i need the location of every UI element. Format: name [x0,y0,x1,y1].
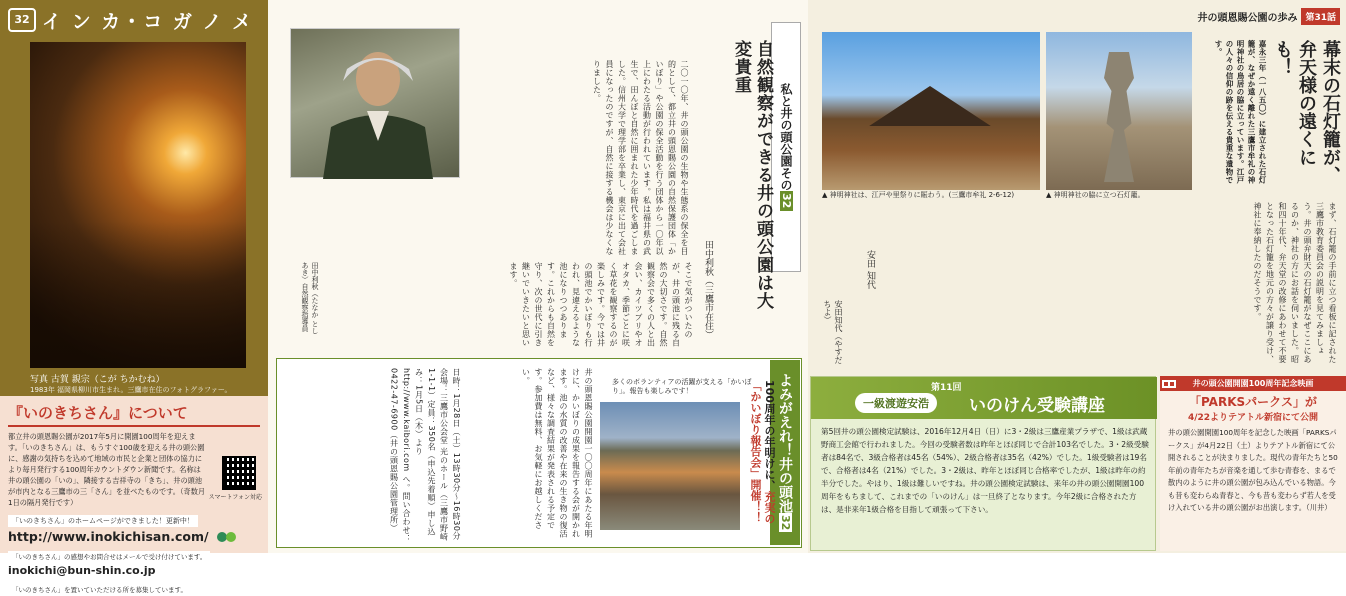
exam-pill: 一級渡遊安浩 [855,393,937,413]
film-icon [1162,378,1176,390]
photo-credit-name: 写真 古賀 親宗（こが ちかむね） [30,375,165,385]
about-box [0,396,268,594]
history-header [960,6,1340,32]
panel-inkakoganome [0,0,268,594]
exam-body: 第5回井の頭公園検定試験は、2016年12月4日（日）に3・2級は三鷹産業プラザで、1級は武蔵野商工会館で行われました。今回の受験者数は昨年とほぼ同じで合計103名でした。3・2級受験者は84名で、3級合格者は45名（54%）、2級合格者は35名（42%）でした。1級受験者は19名で、合格者は4名（21%）でした。3・2級は、昨年とほぼ同じ合格率でしたが、1級は昨年の約半分でした。やはり、1級は難しいですね。井の頭公園検定試験は、来年の井の頭公園開園100周年をもちまして、これまでの「いのけん」は一旦終了となります。今年2級に合格された方は、是非来年1級合格を目指して頑張って下さい。 [821,427,1149,514]
hp-note: 「いのきちさん」のホームページができました！更新中！ [8,515,198,527]
essay-title: 自然観察ができる井の頭公園は大変貴重 [731,40,773,310]
person-silhouette-icon [323,41,433,179]
history-body: まず、石灯籠の手前に立つ看板に記された三鷹市教育委員会の説明を見てみましょう。井の頭弁財天の石灯籠がなぜここにあるのか、神社の方にお話を伺いました。昭和四十年代、弁天堂の改修にあわせて不要となった石灯籠を地元の方々が譲り受け、神社に奉納したのだそうです。 [1253,202,1337,364]
episode-badge: 第31話 [1301,8,1340,25]
series-tag [771,22,801,272]
movie-title: 「PARKSパークス」が [1188,395,1318,409]
history-lead: 嘉永三年（一八五〇）に建立された石灯籠が、なぜか遠く離れた三鷹市牟礼の神明神社の鳥居の脇に立っています。江戸の人々の信仰の跡を伝える貴重な遺物です。 [1214,40,1267,184]
series-tag-label: 私と井の頭公園 [779,83,793,168]
exam-edition: 第11回 [931,383,962,393]
inoken-exam-box [810,376,1156,551]
panel1-title: イ ン カ・コ ガ ノ メ [42,10,254,33]
essay-body-lower: そこで気がついたのが、井の頭池に残る自然の大切さです。自然観察会で多くの人と出会い、カイツブリやオオタカ、季節ごとに咲く草花を観察するのが楽しみです。今では井の頭池でかいぼりも行われ、見違えるような池になりつつあります。これからも自然を守り、次の世代に引き継いでいきたいと思います。 [509,262,693,347]
series-tag-sono: その [779,167,793,192]
movie-box [1160,376,1346,551]
movie-body: 井の頭公園開園100周年を記念した映画「PARKSパークス」が4月22日（土）よりテアトル新宿にて公開されることが決まりました。現代の青年たちと50年前の青年たちが音楽を通して歩む青春を、まるで散内のように井の頭公園が包み込んでいる物語。今も昔も変わらぬ青春と、今も昔も変わらず若人を受け入れている井の頭公園がお出演します。（川井） [1168,428,1338,512]
history-header-title: 井の頭恩賜公園の歩み [1197,13,1298,24]
distribution-note: 「いのきちさん」を置いていただける所を募集しています。 [8,584,191,595]
kaibori-headline-b: 充実の「かいぼり報告会」開催！！ [749,380,776,524]
series-number: 32 [780,193,793,209]
shrine-caption: ▲ 神明神社は、江戸や里祭りに賑わう。(三鷹市牟礼 2-6-12) [822,191,1015,199]
kaibori-headline [748,380,776,540]
sunset-photo [30,42,246,368]
about-title: 『いのきちさん』について [8,402,260,427]
exam-title: いのけん受験講座 [969,396,1105,416]
portrait-photo [290,28,460,178]
kaibori-ribbon-label: よみがえれ！井の頭池 [777,372,793,513]
photo-credit-bio: 1983年 福岡県柳川市生まれ。三鷹市在住のフォトグラファー。 [30,386,232,394]
kaibori-ribbon-number: 32 [779,514,792,531]
qr-caption: スマートフォン対応 [208,494,262,501]
email-link[interactable]: inokichi@bun-shin.co.jp [8,564,156,577]
volunteer-group-photo [600,402,740,530]
kaibori-event-info: 日時：1月28日（土）13時30分〜16時30分 会場：三鷹市公会堂 光のホール（三鷹市野崎1-1-1）定員：350名（申込先着順）申し込み：1月5日（木）より http://www.kaibori.com へ。問い合わせ：0422-47-6900（井の頭恩賜公園管理所） [389,368,461,543]
lantern-caption: ▲ 神明神社の脇に立つ石灯籠。 [1046,191,1145,199]
kaibori-body: 井の頭恩賜公園開園一〇〇周年にあたる年明けに、かいぼりの成果を報告する会が開かれます。池の水質の改善や在来の生き物の復活など、様々な調査結果が発表される予定です。参加費は無料、お気軽にお越しください。 [521,368,593,538]
movie-date: 4/22よりテアトル新宿にて公開 [1187,413,1319,423]
gp-logo-icon [216,529,238,545]
essay-body-upper: 二〇一〇年、井の頭公園の生物や生態系の保全を目的として、都立井の頭恩賜公園の自然保護団体「かいぼり」や公園の保全活動を行う団体から一〇年以上にわたる活動が行われています。私は福井県の武生で、田んぼと自然に囲まれた少年時代を過ごしました。信州大学で理学部を卒業し、東京に出て会社員になったのですが、自然に接する機会は少なくなりました。 [592,60,689,256]
movie-bar: 井の頭公園開園100周年記念映画 [1160,376,1346,391]
group-photo-caption: 多くのボランティアの活躍が支える「かいぼり」。報告も楽しみです！ [612,378,752,395]
about-body: 都立井の頭恩賜公園が2017年5月に開園100周年を迎えます。「いのきちさん」は、もうすぐ100歳を迎える井の頭公園に、感謝の気持ちを込めて地域の市民と企業と団体の協力により毎月発行する100周年カウントダウン新聞です。名称は井の頭公園の「いの」、隣接する吉祥寺の「きち」、井の頭池が市内となる三鷹市の三「さん」を並べたものです。（奇数月1日の隔月発行です） [8,432,206,507]
lantern-photo [1046,32,1192,190]
kaibori-headline-a: 100周年の年明けに、 [763,380,776,491]
mail-note: 「いのきちさん」の感想やお問合せはメールで受け付けています。 [8,551,210,562]
portrait-caption: 田中利秋（たなか としあき）自然観察指導員 [301,262,319,335]
history-title: 幕末の石灯籠が、弁天様の遠くにも！ [1272,40,1341,184]
issue-badge: 32 [8,8,36,32]
website-link[interactable]: http://www.inokichisan.com/ [8,529,209,544]
shrine-photo [822,32,1040,190]
essay-author: 田中利秋（三鷹市在住） [703,240,713,339]
panel1-header [0,0,268,40]
qr-code[interactable] [222,456,256,490]
photo-credit [30,372,232,395]
history-signature: 安田知代（やすだ ちよ） [823,300,843,364]
history-author: 安田 知代 [865,250,875,289]
